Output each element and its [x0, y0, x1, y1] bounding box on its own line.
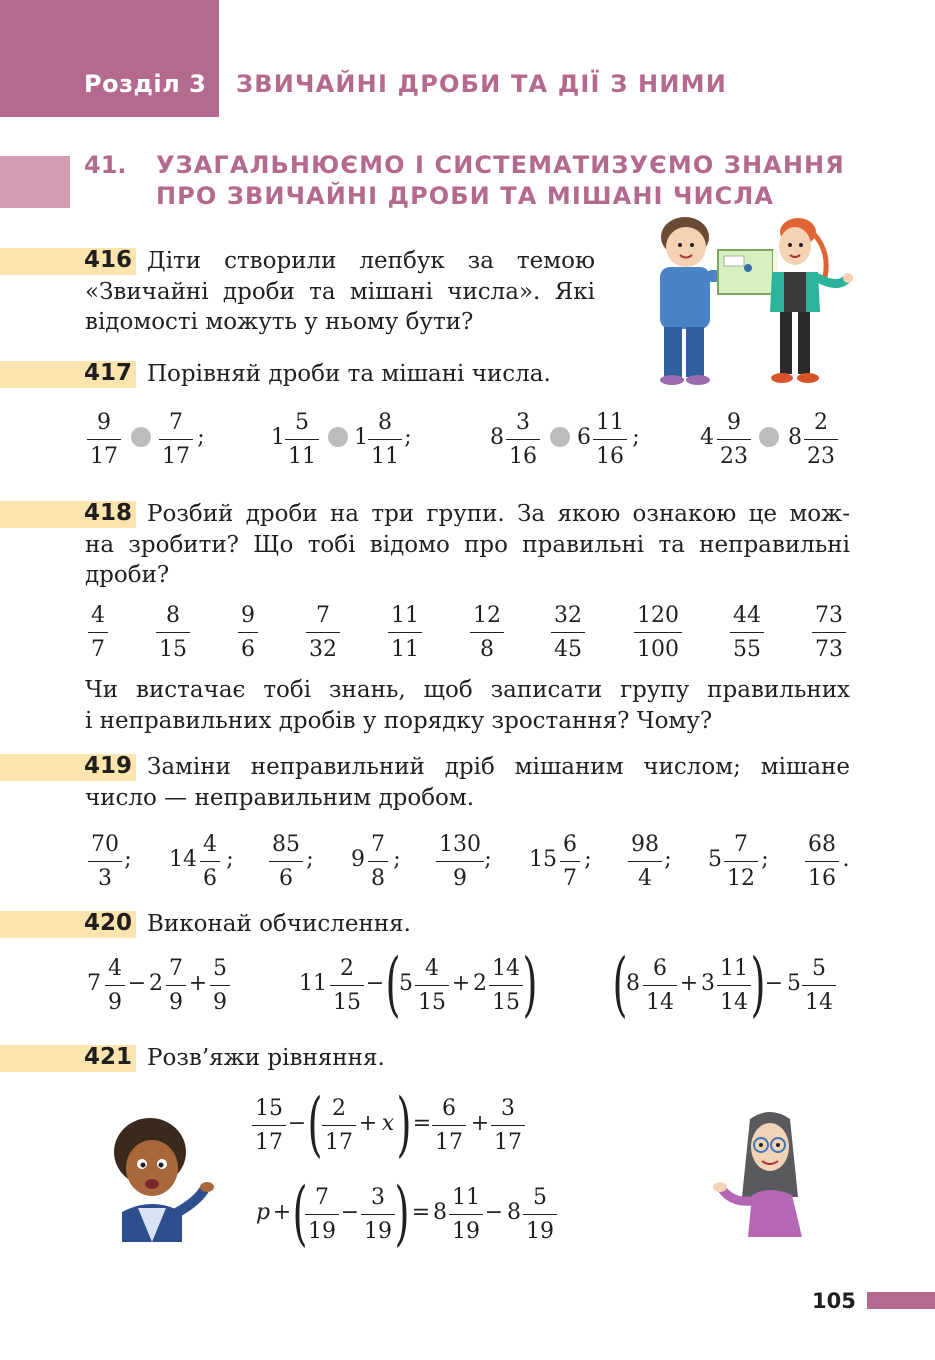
- fraction: 4 9: [105, 958, 125, 1014]
- operator: +: [272, 1200, 292, 1225]
- task-421-text: Розв’яжи рівняння.: [147, 1045, 385, 1071]
- separator: ;: [761, 847, 769, 872]
- topic-title-line-1: УЗАГАЛЬНЮЄМО І СИСТЕМАТИЗУЄМО ЗНАННЯ: [156, 151, 845, 179]
- operator: +: [358, 1111, 378, 1136]
- separator: ;: [306, 847, 314, 872]
- task-418-text-line-2: на зробити? Що тобі відомо про правильні та неправильні: [85, 532, 850, 558]
- whole-part: 5: [399, 971, 413, 996]
- footer-accent-bar: [867, 1292, 935, 1309]
- left-parenthesis: (: [385, 943, 401, 1025]
- fraction: 32 45: [551, 605, 585, 661]
- equals-sign: =: [412, 1111, 432, 1136]
- task-419-text-line-2: число — неправильним дробом.: [85, 785, 475, 811]
- separator: ;: [484, 847, 492, 872]
- whole-part: 8: [626, 971, 640, 996]
- fraction: 9 17: [87, 412, 121, 468]
- fraction: 3 17: [491, 1098, 525, 1154]
- whole-part: 7: [87, 971, 101, 996]
- separator: ;: [124, 847, 132, 872]
- whole-part: 1: [271, 425, 285, 450]
- whole-part: 8: [433, 1200, 447, 1225]
- task-419-text-line-1: Заміни неправильний дріб мішаним числом; мішане: [147, 754, 850, 780]
- fraction: 6 17: [432, 1098, 466, 1154]
- left-parenthesis: (: [307, 1083, 323, 1165]
- fraction: 6 14: [643, 958, 677, 1014]
- separator: ;: [393, 847, 401, 872]
- fraction: 11 16: [593, 412, 627, 468]
- fraction: 12 8: [470, 605, 504, 661]
- fraction: 85 6: [269, 834, 303, 890]
- fraction: 14 15: [489, 958, 523, 1014]
- fraction: 5 19: [523, 1187, 557, 1243]
- fraction: 11 19: [449, 1187, 483, 1243]
- fraction: 98 4: [628, 834, 662, 890]
- fraction: 11 14: [717, 958, 751, 1014]
- task-418-text-line-3: дроби?: [85, 562, 170, 588]
- fraction: 5 14: [802, 958, 836, 1014]
- fraction: 4 6: [200, 834, 220, 890]
- task-416-text-line-2: «Звичайні дроби та мішані числа». Які: [85, 279, 595, 305]
- fraction: 2 17: [322, 1098, 356, 1154]
- fraction: 2 15: [330, 958, 364, 1014]
- operator: +: [188, 971, 208, 996]
- whole-part: 5: [708, 847, 722, 872]
- task-416-number: 416: [84, 247, 133, 273]
- whole-part: 6: [577, 425, 591, 450]
- fraction: 8 15: [156, 605, 190, 661]
- comparison-circle: [550, 427, 570, 447]
- fraction: 73 73: [812, 605, 846, 661]
- task-416-text-line-3: відомості можуть у ньому бути?: [85, 309, 474, 335]
- comparison-circle: [328, 427, 348, 447]
- fraction: 9 6: [238, 605, 258, 661]
- topic-marker-bar: [0, 156, 70, 208]
- fraction: 130 9: [436, 834, 484, 890]
- whole-part: 2: [149, 971, 163, 996]
- fraction: 7 32: [306, 605, 340, 661]
- separator: .: [842, 847, 850, 872]
- comparison-circle: [759, 427, 779, 447]
- whole-part: 8: [507, 1200, 521, 1225]
- task-416-text-line-1: Діти створили лепбук за темою: [147, 248, 595, 274]
- fraction: 6 7: [560, 834, 580, 890]
- page-number: 105: [812, 1289, 856, 1313]
- operator: −: [365, 971, 385, 996]
- variable: p: [255, 1200, 271, 1225]
- comparison-circle: [131, 427, 151, 447]
- boy-character-illustration: [108, 1112, 216, 1242]
- task-417-text: Порівняй дроби та мішані числа.: [147, 361, 551, 387]
- fraction: 11 11: [388, 605, 422, 661]
- whole-part: 2: [473, 971, 487, 996]
- right-parenthesis: ): [750, 943, 766, 1025]
- left-parenthesis: (: [612, 943, 628, 1025]
- fraction: 3 19: [361, 1187, 395, 1243]
- fraction: 9 23: [717, 412, 751, 468]
- fraction: 4 15: [415, 958, 449, 1014]
- fraction: 7 17: [159, 412, 193, 468]
- variable: x: [381, 1111, 395, 1136]
- separator: ;: [584, 847, 592, 872]
- task-418-text-line-1: Розбий дроби на три групи. За якою ознакою це мож-: [147, 501, 850, 527]
- fraction: 8 11: [368, 412, 402, 468]
- right-parenthesis: ): [394, 1172, 410, 1254]
- whole-part: 3: [701, 971, 715, 996]
- fraction: 7 9: [166, 958, 186, 1014]
- fraction: 120 100: [634, 605, 682, 661]
- operator: +: [470, 1111, 490, 1136]
- chapter-label: Розділ 3: [84, 70, 207, 98]
- operator: +: [679, 971, 699, 996]
- left-parenthesis: (: [292, 1172, 308, 1254]
- operator: −: [127, 971, 147, 996]
- fraction: 7 19: [305, 1187, 339, 1243]
- operator: −: [764, 971, 784, 996]
- chapter-title: ЗВИЧАЙНІ ДРОБИ ТА ДІЇ З НИМИ: [236, 70, 727, 98]
- separator: ;: [197, 425, 205, 450]
- fraction: 68 16: [805, 834, 839, 890]
- operator: −: [484, 1200, 504, 1225]
- whole-part: 4: [700, 425, 714, 450]
- operator: −: [287, 1111, 307, 1136]
- fraction: 7 12: [724, 834, 758, 890]
- operator: −: [340, 1200, 360, 1225]
- topic-number: 41.: [84, 151, 127, 179]
- topic-title-line-2: ПРО ЗВИЧАЙНІ ДРОБИ ТА МІШАНІ ЧИСЛА: [156, 182, 775, 210]
- fraction: 15 17: [252, 1098, 286, 1154]
- separator: ;: [404, 425, 412, 450]
- whole-part: 5: [787, 971, 801, 996]
- task-421-number: 421: [84, 1044, 133, 1070]
- operator: +: [451, 971, 471, 996]
- separator: ;: [632, 425, 640, 450]
- right-parenthesis: ): [522, 943, 538, 1025]
- task-419-number: 419: [84, 753, 133, 779]
- task-418-question-line-2: і неправильних дробів у порядку зростання? Чому?: [85, 708, 713, 734]
- fraction: 3 16: [506, 412, 540, 468]
- whole-part: 14: [169, 847, 197, 872]
- task-418-question-line-1: Чи вистачає тобі знань, щоб записати групу правильних: [85, 677, 850, 703]
- whole-part: 15: [529, 847, 557, 872]
- whole-part: 1: [354, 425, 368, 450]
- fraction: 7 8: [368, 834, 388, 890]
- fraction: 4 7: [88, 605, 108, 661]
- whole-part: 8: [788, 425, 802, 450]
- whole-part: 9: [351, 847, 365, 872]
- fraction: 5 9: [210, 958, 230, 1014]
- separator: ;: [226, 847, 234, 872]
- equals-sign: =: [411, 1200, 431, 1225]
- task-417-number: 417: [84, 360, 133, 386]
- separator: ;: [664, 847, 672, 872]
- fraction: 44 55: [730, 605, 764, 661]
- right-parenthesis: ): [396, 1083, 412, 1165]
- fraction: 2 23: [804, 412, 838, 468]
- fraction: 70 3: [88, 834, 122, 890]
- task-418-number: 418: [84, 500, 133, 526]
- chapter-header-block: [0, 0, 219, 117]
- task-420-text: Виконай обчислення.: [147, 911, 411, 937]
- girl-character-illustration: [712, 1105, 830, 1237]
- whole-part: 11: [299, 971, 327, 996]
- task-420-number: 420: [84, 910, 133, 936]
- children-with-lapbook-illustration: [640, 212, 855, 388]
- fraction: 5 11: [285, 412, 319, 468]
- whole-part: 8: [490, 425, 504, 450]
